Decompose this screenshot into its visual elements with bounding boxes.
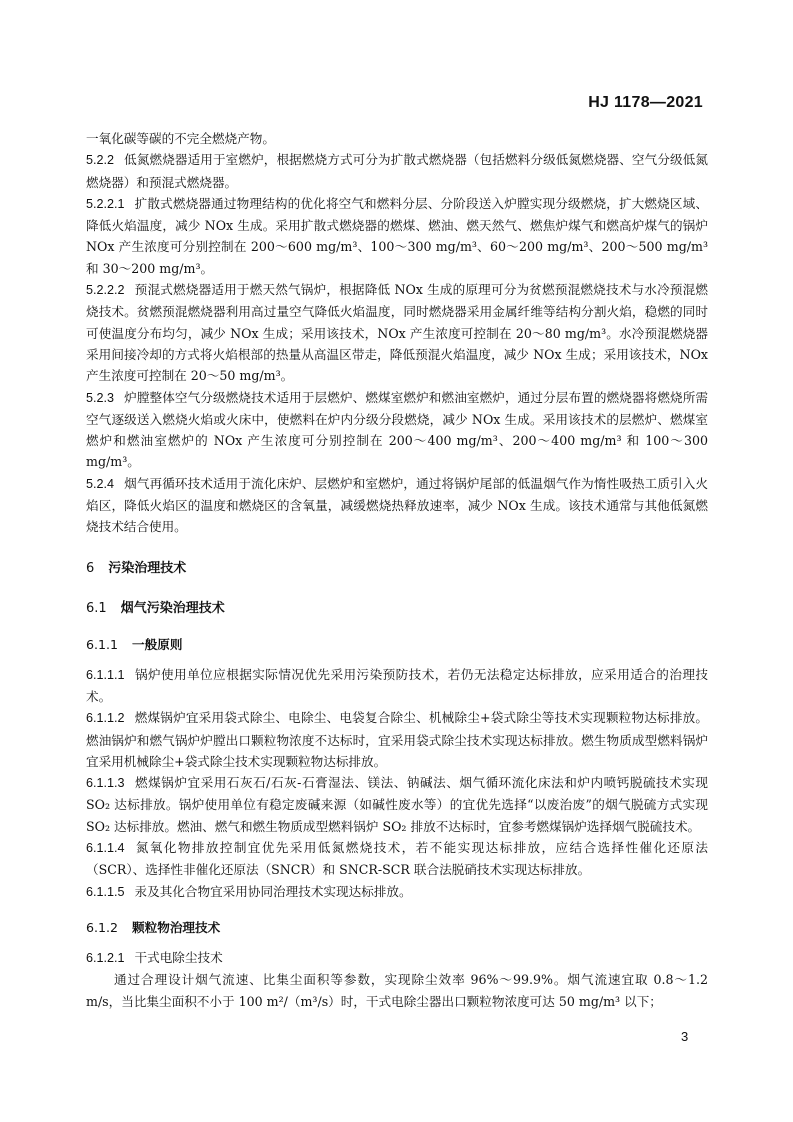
section-heading-6 bbox=[86, 558, 708, 580]
clause-number: 6.1.1.5 bbox=[86, 884, 125, 899]
clause-text: 炉膛整体空气分级燃烧技术适用于层燃炉、燃煤室燃炉和燃油室燃炉，通过分层布置的燃烧器将燃烧所需空气逐级送入燃烧火焰或火床中，使燃料在炉内分级分段燃烧，减少 NOx 生成。采用该技术的层燃炉、燃煤室燃炉和燃油室燃炉的 NOx 产生浓度可分别控制在 200～400 mg/m³、200～400 mg/m³ 和 100～300 mg/m³。 bbox=[86, 389, 708, 470]
clause-5-2-2-2 bbox=[86, 279, 708, 386]
clause-6-1-1-4 bbox=[86, 837, 708, 881]
clause-6-1-1-1 bbox=[86, 664, 708, 708]
clause-text: 扩散式燃烧器通过物理结构的优化将空气和燃料分层、分阶段送入炉膛实现分级燃烧，扩大燃烧区域、降低火焰温度，减少 NOx 生成。采用扩散式燃烧器的燃煤、燃油、燃天然气、燃焦炉煤气和燃高炉煤气的锅炉 NOx 产生浓度可分别控制在 200～600 mg/m³、100～300 mg/m³、60～200 mg/m³、200～500 mg/m³ 和 30～200 mg/m³。 bbox=[86, 195, 708, 276]
clause-number: 5.2.2.1 bbox=[86, 196, 125, 211]
clause-5-2-2-1 bbox=[86, 193, 708, 279]
clause-6-1-1-2 bbox=[86, 707, 708, 772]
clause-number: 5.2.4 bbox=[86, 476, 115, 491]
heading-text: 污染治理技术 bbox=[108, 560, 187, 576]
section-heading-6-1-2 bbox=[86, 917, 708, 938]
clause-number: 5.2.3 bbox=[86, 390, 115, 405]
heading-text: 一般原则 bbox=[132, 636, 183, 652]
clause-5-2-3 bbox=[86, 387, 708, 473]
heading-number: 6.1.2 bbox=[86, 919, 119, 935]
heading-text: 干式电除尘技术 bbox=[134, 949, 223, 965]
page-number: 3 bbox=[681, 1029, 689, 1044]
clause-5-2-2 bbox=[86, 149, 708, 193]
clause-number: 6.1.1.3 bbox=[86, 776, 125, 791]
clause-text: 低氮燃烧器适用于室燃炉，根据燃烧方式可分为扩散式燃烧器（包括燃料分级低氮燃烧器、空气分级低氮燃烧器）和预混式燃烧器。 bbox=[86, 152, 708, 190]
document-body bbox=[86, 128, 708, 1012]
clause-text: 氮氧化物排放控制宜优先采用低氮燃烧技术，若不能实现达标排放，应结合选择性催化还原法（SCR）、选择性非催化还原法（SNCR）和 SNCR-SCR 联合法脱硝技术实现达标排放。 bbox=[86, 840, 708, 878]
heading-number: 6.1 bbox=[86, 600, 107, 616]
clause-text: 燃煤锅炉宜采用石灰石/石灰-石膏湿法、镁法、钠碱法、烟气循环流化床法和炉内喷钙脱硫技术实现 SO₂ 达标排放。锅炉使用单位有稳定废碱来源（如碱性废水等）的宜优先选择“以废治废”的烟气脱硫方式实现 SO₂ 达标排放。燃油、燃气和燃生物质成型燃料锅炉 SO₂ 排放不达标时，宜参考燃煤锅炉选择烟气脱硫技术。 bbox=[86, 775, 708, 834]
clause-text: 汞及其化合物宜采用协同治理技术实现达标排放。 bbox=[134, 883, 412, 899]
heading-number: 6.1.2.1 bbox=[86, 950, 125, 965]
clause-5-2-4 bbox=[86, 473, 708, 538]
paragraph: 一氧化碳等碳的不完全燃烧产物。 bbox=[86, 131, 275, 146]
section-heading-6-1-1 bbox=[86, 634, 708, 655]
clause-number: 6.1.1.2 bbox=[86, 711, 125, 726]
heading-text: 烟气污染治理技术 bbox=[120, 600, 225, 616]
heading-text: 颗粒物治理技术 bbox=[132, 919, 221, 935]
clause-number: 5.2.2 bbox=[86, 153, 115, 168]
clause-text: 燃煤锅炉宜采用袋式除尘、电除尘、电袋复合除尘、机械除尘+袋式除尘等技术实现颗粒物达标排放。燃油锅炉和燃气锅炉炉膛出口颗粒物浓度不达标时，宜采用袋式除尘技术实现达标排放。燃生物质成型燃料锅炉宜采用机械除尘+袋式除尘技术实现颗粒物达标排放。 bbox=[86, 710, 708, 769]
heading-number: 6 bbox=[86, 560, 95, 576]
clause-number: 6.1.1.4 bbox=[86, 841, 125, 856]
clause-number: 6.1.1.1 bbox=[86, 667, 125, 682]
heading-number: 6.1.1 bbox=[86, 636, 119, 652]
section-heading-6-1 bbox=[86, 598, 708, 620]
clause-6-1-1-5 bbox=[86, 881, 708, 903]
clause-6-1-1-3 bbox=[86, 772, 708, 837]
clause-text: 烟气再循环技术适用于流化床炉、层燃炉和室燃炉，通过将锅炉尾部的低温烟气作为惰性吸热工质引入火焰区，降低火焰区的温度和燃烧区的含氧量，减缓燃烧热释放速率，减少 NOx 生成。该技术通常与其他低氮燃烧技术结合使用。 bbox=[86, 475, 708, 535]
paragraph: 通过合理设计烟气流速、比集尘面积等参数，实现除尘效率 96%～99.9%。烟气流速宜取 0.8～1.2 m/s，当比集尘面积不小于 100 m²/（m³/s）时，干式电除尘器出口颗粒物浓度可达 50 mg/m³ 以下； bbox=[86, 972, 708, 1009]
subsection-heading-6-1-2-1 bbox=[86, 947, 708, 969]
clause-text: 锅炉使用单位应根据实际情况优先采用污染预防技术，若仍无法稳定达标排放，应采用适合的治理技术。 bbox=[86, 666, 708, 704]
document-code: HJ 1178—2021 bbox=[588, 94, 703, 111]
clause-number: 5.2.2.2 bbox=[86, 283, 125, 298]
clause-text: 预混式燃烧器适用于燃天然气锅炉，根据降低 NOx 生成的原理可分为贫燃预混燃烧技术与水冷预混燃烧技术。贫燃预混燃烧器利用高过量空气降低火焰温度，同时燃烧器采用金属纤维等结构分割火焰，稳燃的同时可使温度分布均匀，减少 NOx 生成；采用该技术，NOx 产生浓度可控制在 20～80 mg/m³。水冷预混燃烧器采用间接冷却的方式将火焰根部的热量从高温区带走，降低预混火焰温度，减少 NOx 生成；采用该技术，NOx 产生浓度可控制在 20～50 mg/m³。 bbox=[86, 282, 708, 384]
